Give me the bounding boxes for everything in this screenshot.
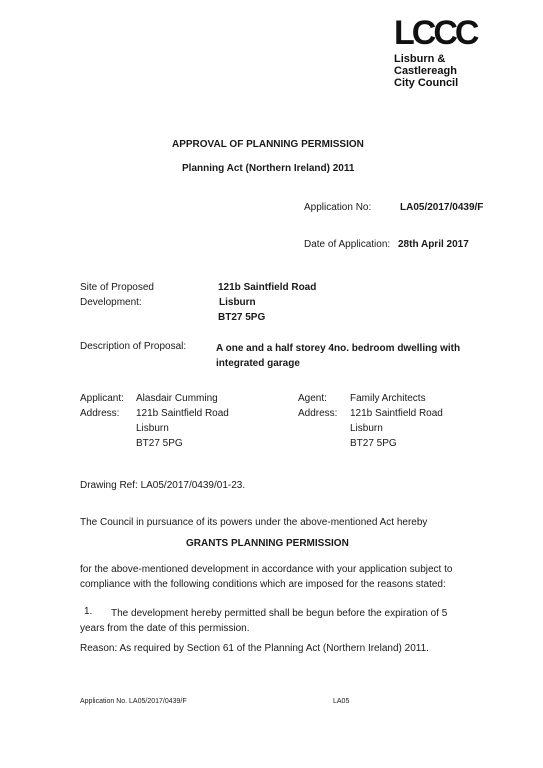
council-logo-mark: LCCC	[394, 14, 477, 52]
site-label-line-1: Site of Proposed	[80, 282, 154, 293]
agent-labels	[298, 391, 337, 421]
body-paragraph	[80, 562, 452, 592]
agent-address-line-1: 121b Saintfield Road	[350, 408, 443, 419]
condition-number: 1.	[84, 606, 93, 617]
condition-line-1: The development hereby permitted shall be begun before the expiration of 5	[111, 608, 448, 619]
applicant-details	[136, 391, 229, 451]
footer-application-no: Application No. LA05/2017/0439/F	[80, 698, 187, 705]
agent-label: Agent:	[298, 393, 327, 404]
site-address-line-3: BT27 5PG	[218, 312, 266, 323]
council-logo-text	[394, 53, 458, 89]
proposal-line-2: integrated garage	[216, 358, 300, 369]
applicant-labels	[80, 391, 124, 421]
logo-line-3: City Council	[394, 77, 459, 89]
intro-paragraph: The Council in pursuance of its powers under the above-mentioned Act hereby	[80, 517, 428, 528]
agent-address-label: Address:	[298, 408, 338, 419]
applicant-address-line-3: BT27 5PG	[136, 438, 183, 449]
proposal-line-1: A one and a half storey 4no. bedroom dwelling with	[216, 343, 461, 354]
grants-heading: GRANTS PLANNING PERMISSION	[186, 538, 349, 549]
logo-line-1: Lisburn &	[394, 53, 446, 65]
drawing-reference: Drawing Ref: LA05/2017/0439/01-23.	[80, 480, 246, 491]
application-no-label: Application No:	[304, 202, 372, 213]
site-address	[218, 280, 316, 325]
site-address-line-2: Lisburn	[219, 297, 256, 308]
applicant-address-label: Address:	[80, 408, 120, 419]
document-title: APPROVAL OF PLANNING PERMISSION	[172, 139, 364, 150]
logo-line-2: Castlereagh	[394, 65, 457, 77]
agent-address-line-2: Lisburn	[350, 423, 383, 434]
body-line-1: for the above-mentioned development in accordance with your application subject to	[80, 564, 453, 575]
site-label-line-2: Development:	[80, 297, 142, 308]
agent-details	[350, 391, 443, 451]
date-label: Date of Application:	[304, 239, 391, 250]
site-address-line-1: 121b Saintfield Road	[218, 282, 317, 293]
site-label	[80, 280, 154, 310]
body-line-2: compliance with the following conditions which are imposed for the reasons stated:	[80, 579, 446, 590]
proposal-label: Description of Proposal:	[80, 341, 187, 352]
condition-line-2: years from the date of this permission.	[80, 623, 250, 634]
footer-office-code: LA05	[333, 698, 350, 705]
proposal-description	[216, 341, 460, 371]
condition-text	[80, 606, 447, 636]
act-reference: Planning Act (Northern Ireland) 2011	[182, 163, 355, 174]
reason-text: Reason: As required by Section 61 of the Planning Act (Northern Ireland) 2011.	[80, 643, 429, 654]
applicant-address-line-1: 121b Saintfield Road	[136, 408, 229, 419]
applicant-name: Alasdair Cumming	[136, 393, 218, 404]
application-date: 28th April 2017	[398, 239, 469, 250]
agent-address-line-3: BT27 5PG	[350, 438, 397, 449]
applicant-address-line-2: Lisburn	[136, 423, 169, 434]
application-no: LA05/2017/0439/F	[400, 202, 484, 213]
agent-name: Family Architects	[350, 393, 426, 404]
applicant-label: Applicant:	[80, 393, 124, 404]
